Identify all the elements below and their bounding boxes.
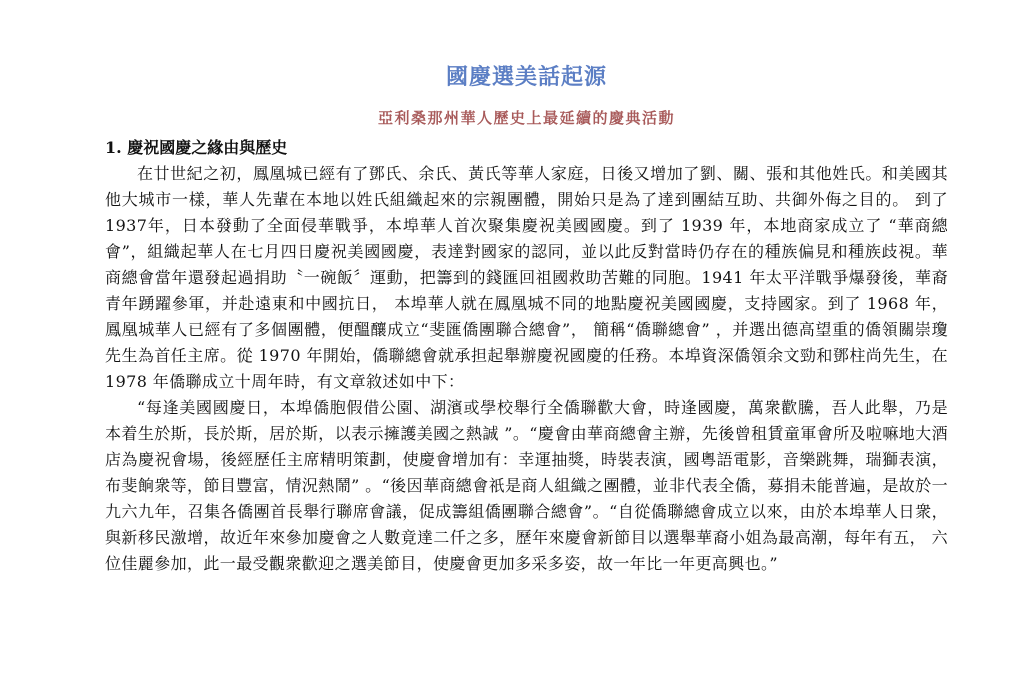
page-title: 國慶選美話起源: [445, 65, 607, 90]
page-subtitle: 亞利桑那州華人歷史上最延續的慶典活動: [377, 109, 675, 127]
section-heading: 1. 慶祝國慶之緣由與歷史: [105, 138, 288, 157]
quote-paragraph: “每逢美國國慶日，本埠僑胞假借公園、湖濱或學校舉行全僑聯歡大會，時逢國慶，萬衆歡騰，吾人此舉，乃是本着生於斯，長於斯，居於斯，以表示擁護美國之熱誠 ”。“慶會由華商總會主辦，先後曾租賃童軍會所及啦嘛地大酒店為慶祝會場，後經歷任主席精明策劃，使慶會增加有：幸運抽獎，時裝表演，國粵語電影，音樂跳舞，瑞獅表演，布斐餉衆等，節目豐富，情況熱鬧” 。“後因華商總會祇是商人組織之團體，並非代表全僑，募捐未能普遍，是故於一九六九年，召集各僑團首長舉行聯席會議，促成籌組僑團聯合總會”。“自從僑聯總會成立以來，由於本埠華人日衆，與新移民激增，故近年來參加慶會之人數竟達二仟之多，歷年來慶會新節目以選舉華裔小姐為最高潮，每年有五， 六位佳麗參加，此一最受觀衆歡迎之選美節目，使慶會更加多采多姿，故一年比一年更高興也。”: [105, 398, 948, 573]
body-paragraph: 在廿世紀之初，鳳凰城已經有了鄧氏、余氏、黃氏等華人家庭，日後又增加了劉、關、張和其他姓氏。和美國其他大城市一樣，華人先輩在本地以姓氏組織起來的宗親團體，開始只是為了達到團結互助、共御外侮之目的。 到了1937年，日本發動了全面侵華戰爭，本埠華人首次聚集慶祝美國國慶。到了 1939 年，本地商家成立了 “華商總會”，組織起華人在七月四日慶祝美國國慶，表達對國家的認同，並以此反對當時仍存在的種族偏見和種族歧視。華商總會當年還發起過捐助〝一碗飯〞運動，把籌到的錢匯回祖國救助苦難的同胞。1941 年太平洋戰爭爆發後，華裔青年踴躍參軍，并赴遠東和中國抗日， 本埠華人就在鳳凰城不同的地點慶祝美國國慶，支持國家。到了 1968 年，鳳凰城華人已經有了多個團體，便醞釀成立“斐匯僑團聯合總會”， 簡稱“僑聯總會” ，并選出德高望重的僑領關崇瓊先生為首任主席。從 1970 年開始，僑聯總會就承担起舉辦慶祝國慶的任務。本埠資深僑領余文勁和鄧柱尚先生，在 1978 年僑聯成立十周年時，有文章敘述如中下：: [105, 164, 948, 391]
